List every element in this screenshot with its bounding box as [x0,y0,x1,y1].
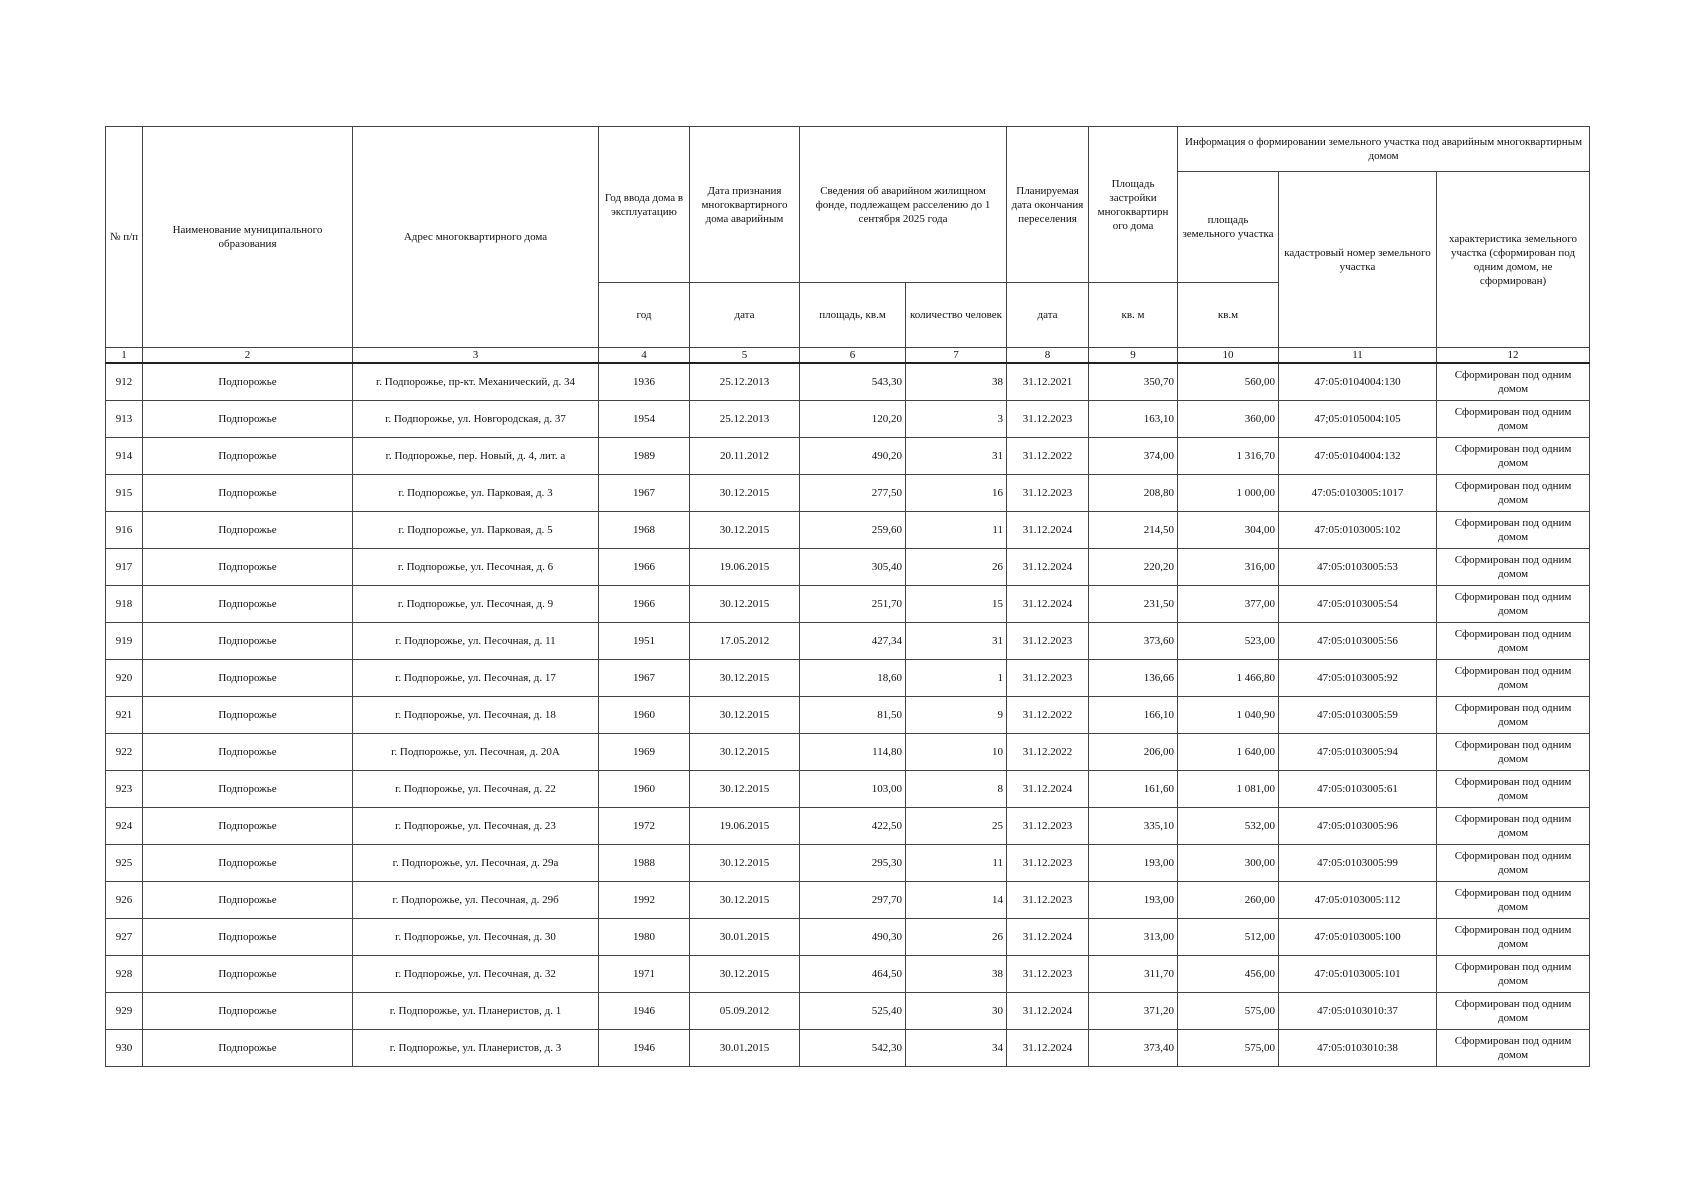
cell-land-area: 260,00 [1178,882,1279,919]
cell-people-count: 10 [906,734,1007,771]
cell-municipality: Подпорожье [143,956,353,993]
cell-building-area: 208,80 [1089,475,1178,512]
unit-land-area: кв.м [1178,283,1279,348]
cell-building-area: 313,00 [1089,919,1178,956]
cell-cadastral-number: 47:05:0103005:100 [1279,919,1437,956]
cell-row-number: 925 [106,845,143,882]
cell-land-area: 304,00 [1178,512,1279,549]
cell-address: г. Подпорожье, ул. Песочная, д. 32 [353,956,599,993]
cell-planned-date: 31.12.2022 [1007,697,1089,734]
cell-row-number: 926 [106,882,143,919]
cell-commission-year: 1967 [599,660,690,697]
header-land-plot-info: Информация о формировании земельного участка под аварийным многоквартирным домом [1178,127,1590,172]
cell-row-number: 918 [106,586,143,623]
table-row [106,512,1590,549]
column-number: 10 [1178,348,1279,364]
cell-land-status: Сформирован под одним домом [1437,363,1590,401]
table-row [106,808,1590,845]
cell-planned-date: 31.12.2023 [1007,882,1089,919]
header-commission-year: Год ввода дома в эксплуатацию [599,127,690,283]
cell-planned-date: 31.12.2023 [1007,623,1089,660]
cell-row-number: 920 [106,660,143,697]
table-row [106,438,1590,475]
header-emergency-fund: Сведения об аварийном жилищном фонде, подлежащем расселению до 1 сентября 2025 года [800,127,1007,283]
cell-land-area: 560,00 [1178,363,1279,401]
cell-municipality: Подпорожье [143,438,353,475]
cell-people-count: 26 [906,549,1007,586]
table-row [106,586,1590,623]
cell-row-number: 929 [106,993,143,1030]
table-row [106,734,1590,771]
unit-area: площадь, кв.м [800,283,906,348]
cell-cadastral-number: 47:05:0103005:94 [1279,734,1437,771]
cell-cadastral-number: 47:05:0103005:59 [1279,697,1437,734]
cell-address: г. Подпорожье, ул. Песочная, д. 30 [353,919,599,956]
cell-building-area: 371,20 [1089,993,1178,1030]
cell-people-count: 30 [906,993,1007,1030]
cell-emergency-date: 17.05.2012 [690,623,800,660]
cell-land-area: 523,00 [1178,623,1279,660]
cell-land-area: 360,00 [1178,401,1279,438]
cell-municipality: Подпорожье [143,1030,353,1067]
cell-address: г. Подпорожье, ул. Песочная, д. 20А [353,734,599,771]
cell-row-number: 927 [106,919,143,956]
cell-address: г. Подпорожье, ул. Песочная, д. 29а [353,845,599,882]
cell-building-area: 373,40 [1089,1030,1178,1067]
column-number: 4 [599,348,690,364]
cell-emergency-area: 277,50 [800,475,906,512]
cell-cadastral-number: 47:05:0103005:56 [1279,623,1437,660]
cell-address: г. Подпорожье, ул. Песочная, д. 22 [353,771,599,808]
cell-emergency-date: 30.01.2015 [690,1030,800,1067]
cell-cadastral-number: 47:05:0103005:102 [1279,512,1437,549]
cell-land-area: 575,00 [1178,993,1279,1030]
cell-cadastral-number: 47:05:0103010:37 [1279,993,1437,1030]
cell-address: г. Подпорожье, ул. Планеристов, д. 1 [353,993,599,1030]
cell-commission-year: 1954 [599,401,690,438]
header-land-area: площадь земельного участка [1178,172,1279,283]
cell-land-status: Сформирован под одним домом [1437,549,1590,586]
cell-building-area: 220,20 [1089,549,1178,586]
cell-municipality: Подпорожье [143,808,353,845]
table-body [106,363,1590,1067]
document-sheet [105,126,1590,1067]
cell-row-number: 922 [106,734,143,771]
cell-municipality: Подпорожье [143,882,353,919]
cell-cadastral-number: 47:05:0103005:1017 [1279,475,1437,512]
cell-municipality: Подпорожье [143,771,353,808]
cell-municipality: Подпорожье [143,919,353,956]
cell-row-number: 928 [106,956,143,993]
table-row [106,882,1590,919]
cell-commission-year: 1966 [599,586,690,623]
cell-row-number: 921 [106,697,143,734]
cell-emergency-area: 490,30 [800,919,906,956]
cell-address: г. Подпорожье, ул. Новгородская, д. 37 [353,401,599,438]
cell-emergency-area: 422,50 [800,808,906,845]
cell-cadastral-number: 47:05:0103005:61 [1279,771,1437,808]
cell-address: г. Подпорожье, ул. Песочная, д. 29б [353,882,599,919]
table-row [106,771,1590,808]
cell-address: г. Подпорожье, ул. Песочная, д. 18 [353,697,599,734]
cell-people-count: 31 [906,623,1007,660]
cell-land-status: Сформирован под одним домом [1437,475,1590,512]
housing-register-table [105,126,1590,1067]
cell-row-number: 915 [106,475,143,512]
cell-land-status: Сформирован под одним домом [1437,919,1590,956]
cell-commission-year: 1968 [599,512,690,549]
cell-planned-date: 31.12.2022 [1007,438,1089,475]
cell-people-count: 14 [906,882,1007,919]
cell-building-area: 166,10 [1089,697,1178,734]
cell-planned-date: 31.12.2023 [1007,808,1089,845]
header-emergency-date: Дата признания многоквартирного дома аварийным [690,127,800,283]
cell-commission-year: 1972 [599,808,690,845]
table-row [106,956,1590,993]
cell-emergency-date: 19.06.2015 [690,808,800,845]
cell-emergency-area: 427,34 [800,623,906,660]
column-number: 12 [1437,348,1590,364]
column-number-row [106,348,1590,364]
cell-people-count: 11 [906,512,1007,549]
cell-municipality: Подпорожье [143,993,353,1030]
cell-people-count: 34 [906,1030,1007,1067]
cell-land-area: 300,00 [1178,845,1279,882]
cell-land-area: 1 000,00 [1178,475,1279,512]
cell-municipality: Подпорожье [143,512,353,549]
cell-planned-date: 31.12.2023 [1007,475,1089,512]
cell-row-number: 916 [106,512,143,549]
cell-emergency-area: 305,40 [800,549,906,586]
cell-people-count: 38 [906,363,1007,401]
header-cadastral-number: кадастровый номер земельного участка [1279,172,1437,348]
cell-people-count: 16 [906,475,1007,512]
cell-emergency-date: 25.12.2013 [690,401,800,438]
cell-emergency-date: 30.12.2015 [690,734,800,771]
cell-commission-year: 1967 [599,475,690,512]
cell-emergency-area: 525,40 [800,993,906,1030]
header-building-area: Площадь застройки многоквартирн ого дома [1089,127,1178,283]
cell-land-area: 512,00 [1178,919,1279,956]
cell-land-area: 1 316,70 [1178,438,1279,475]
column-number: 11 [1279,348,1437,364]
cell-people-count: 31 [906,438,1007,475]
cell-planned-date: 31.12.2024 [1007,1030,1089,1067]
cell-cadastral-number: 47:05:0103005:92 [1279,660,1437,697]
cell-land-area: 1 640,00 [1178,734,1279,771]
cell-emergency-area: 114,80 [800,734,906,771]
cell-building-area: 374,00 [1089,438,1178,475]
cell-commission-year: 1960 [599,697,690,734]
cell-land-status: Сформирован под одним домом [1437,586,1590,623]
cell-emergency-date: 30.01.2015 [690,919,800,956]
table-row [106,660,1590,697]
cell-address: г. Подпорожье, ул. Песочная, д. 11 [353,623,599,660]
cell-people-count: 38 [906,956,1007,993]
table-row [106,401,1590,438]
cell-people-count: 8 [906,771,1007,808]
cell-emergency-area: 464,50 [800,956,906,993]
cell-building-area: 350,70 [1089,363,1178,401]
cell-emergency-date: 30.12.2015 [690,882,800,919]
cell-people-count: 9 [906,697,1007,734]
cell-commission-year: 1969 [599,734,690,771]
cell-land-area: 1 466,80 [1178,660,1279,697]
cell-planned-date: 31.12.2023 [1007,401,1089,438]
cell-planned-date: 31.12.2024 [1007,549,1089,586]
column-number: 7 [906,348,1007,364]
cell-planned-date: 31.12.2023 [1007,956,1089,993]
cell-emergency-date: 30.12.2015 [690,512,800,549]
cell-building-area: 136,66 [1089,660,1178,697]
table-row [106,549,1590,586]
cell-row-number: 923 [106,771,143,808]
cell-municipality: Подпорожье [143,623,353,660]
table-row [106,697,1590,734]
cell-municipality: Подпорожье [143,549,353,586]
cell-planned-date: 31.12.2024 [1007,512,1089,549]
cell-emergency-area: 120,20 [800,401,906,438]
table-row [106,845,1590,882]
cell-emergency-area: 295,30 [800,845,906,882]
column-number: 8 [1007,348,1089,364]
cell-land-status: Сформирован под одним домом [1437,512,1590,549]
cell-address: г. Подпорожье, ул. Парковая, д. 5 [353,512,599,549]
cell-land-status: Сформирован под одним домом [1437,734,1590,771]
table-row [106,363,1590,401]
table-row [106,1030,1590,1067]
cell-land-status: Сформирован под одним домом [1437,697,1590,734]
cell-land-status: Сформирован под одним домом [1437,1030,1590,1067]
table-row [106,623,1590,660]
cell-land-area: 1 040,90 [1178,697,1279,734]
unit-planned-date: дата [1007,283,1089,348]
cell-planned-date: 31.12.2022 [1007,734,1089,771]
column-number: 6 [800,348,906,364]
cell-emergency-area: 542,30 [800,1030,906,1067]
cell-cadastral-number: 47:05:0103005:54 [1279,586,1437,623]
cell-emergency-area: 259,60 [800,512,906,549]
cell-land-area: 456,00 [1178,956,1279,993]
cell-address: г. Подпорожье, ул. Песочная, д. 9 [353,586,599,623]
cell-land-area: 532,00 [1178,808,1279,845]
cell-cadastral-number: 47:05:0104004:130 [1279,363,1437,401]
cell-row-number: 912 [106,363,143,401]
cell-building-area: 193,00 [1089,845,1178,882]
cell-planned-date: 31.12.2024 [1007,919,1089,956]
cell-emergency-date: 30.12.2015 [690,845,800,882]
cell-land-area: 575,00 [1178,1030,1279,1067]
cell-emergency-date: 30.12.2015 [690,771,800,808]
cell-building-area: 373,60 [1089,623,1178,660]
cell-cadastral-number: 47:05:0103005:112 [1279,882,1437,919]
unit-people: количество человек [906,283,1007,348]
cell-emergency-area: 18,60 [800,660,906,697]
cell-emergency-date: 30.12.2015 [690,956,800,993]
cell-building-area: 231,50 [1089,586,1178,623]
cell-cadastral-number: 47;05:0105004:105 [1279,401,1437,438]
cell-cadastral-number: 47:05:0103005:53 [1279,549,1437,586]
cell-address: г. Подпорожье, ул. Парковая, д. 3 [353,475,599,512]
cell-planned-date: 31.12.2024 [1007,993,1089,1030]
cell-people-count: 25 [906,808,1007,845]
cell-commission-year: 1989 [599,438,690,475]
cell-municipality: Подпорожье [143,475,353,512]
cell-commission-year: 1992 [599,882,690,919]
cell-cadastral-number: 47:05:0103005:99 [1279,845,1437,882]
cell-cadastral-number: 47:05:0103005:96 [1279,808,1437,845]
table-row [106,919,1590,956]
cell-land-status: Сформирован под одним домом [1437,660,1590,697]
cell-address: г. Подпорожье, пер. Новый, д. 4, лит. а [353,438,599,475]
unit-date: дата [690,283,800,348]
cell-address: г. Подпорожье, ул. Планеристов, д. 3 [353,1030,599,1067]
cell-land-area: 377,00 [1178,586,1279,623]
cell-emergency-date: 05.09.2012 [690,993,800,1030]
cell-emergency-date: 19.06.2015 [690,549,800,586]
cell-emergency-date: 30.12.2015 [690,586,800,623]
cell-municipality: Подпорожье [143,734,353,771]
cell-planned-date: 31.12.2024 [1007,586,1089,623]
cell-land-status: Сформирован под одним домом [1437,623,1590,660]
cell-municipality: Подпорожье [143,660,353,697]
cell-land-status: Сформирован под одним домом [1437,845,1590,882]
cell-commission-year: 1946 [599,1030,690,1067]
cell-cadastral-number: 47:05:0103005:101 [1279,956,1437,993]
cell-people-count: 3 [906,401,1007,438]
column-number: 1 [106,348,143,364]
table-row [106,993,1590,1030]
cell-emergency-area: 297,70 [800,882,906,919]
cell-emergency-area: 543,30 [800,363,906,401]
column-number: 3 [353,348,599,364]
cell-building-area: 214,50 [1089,512,1178,549]
cell-people-count: 26 [906,919,1007,956]
cell-building-area: 193,00 [1089,882,1178,919]
cell-emergency-area: 103,00 [800,771,906,808]
cell-building-area: 161,60 [1089,771,1178,808]
cell-land-status: Сформирован под одним домом [1437,808,1590,845]
cell-land-status: Сформирован под одним домом [1437,771,1590,808]
cell-building-area: 206,00 [1089,734,1178,771]
cell-land-status: Сформирован под одним домом [1437,401,1590,438]
cell-commission-year: 1988 [599,845,690,882]
cell-people-count: 11 [906,845,1007,882]
cell-address: г. Подпорожье, ул. Песочная, д. 17 [353,660,599,697]
column-number: 5 [690,348,800,364]
cell-people-count: 1 [906,660,1007,697]
cell-cadastral-number: 47:05:0104004:132 [1279,438,1437,475]
cell-commission-year: 1951 [599,623,690,660]
cell-emergency-date: 30.12.2015 [690,475,800,512]
cell-municipality: Подпорожье [143,401,353,438]
cell-building-area: 163,10 [1089,401,1178,438]
cell-planned-date: 31.12.2021 [1007,363,1089,401]
cell-emergency-area: 490,20 [800,438,906,475]
cell-cadastral-number: 47:05:0103010:38 [1279,1030,1437,1067]
unit-building-area: кв. м [1089,283,1178,348]
cell-row-number: 919 [106,623,143,660]
header-row-number: № п/п [106,127,143,348]
cell-emergency-date: 30.12.2015 [690,697,800,734]
cell-row-number: 917 [106,549,143,586]
cell-emergency-date: 25.12.2013 [690,363,800,401]
column-number: 2 [143,348,353,364]
cell-land-area: 316,00 [1178,549,1279,586]
cell-building-area: 311,70 [1089,956,1178,993]
cell-address: г. Подпорожье, ул. Песочная, д. 6 [353,549,599,586]
cell-land-status: Сформирован под одним домом [1437,438,1590,475]
cell-row-number: 924 [106,808,143,845]
cell-planned-date: 31.12.2023 [1007,660,1089,697]
header-planned-date: Планируемая дата окончания переселения [1007,127,1089,283]
column-number: 9 [1089,348,1178,364]
cell-emergency-date: 20.11.2012 [690,438,800,475]
cell-commission-year: 1936 [599,363,690,401]
cell-building-area: 335,10 [1089,808,1178,845]
cell-address: г. Подпорожье, пр-кт. Механический, д. 34 [353,363,599,401]
cell-emergency-date: 30.12.2015 [690,660,800,697]
header-land-characteristic: характеристика земельного участка (сформирован под одним домом, не сформирован) [1437,172,1590,348]
cell-municipality: Подпорожье [143,697,353,734]
cell-land-area: 1 081,00 [1178,771,1279,808]
cell-emergency-area: 81,50 [800,697,906,734]
cell-land-status: Сформирован под одним домом [1437,956,1590,993]
cell-emergency-area: 251,70 [800,586,906,623]
cell-land-status: Сформирован под одним домом [1437,882,1590,919]
cell-row-number: 913 [106,401,143,438]
cell-commission-year: 1960 [599,771,690,808]
cell-commission-year: 1971 [599,956,690,993]
header-municipality: Наименование муниципального образования [143,127,353,348]
cell-municipality: Подпорожье [143,586,353,623]
cell-commission-year: 1946 [599,993,690,1030]
table-row [106,475,1590,512]
cell-row-number: 914 [106,438,143,475]
cell-people-count: 15 [906,586,1007,623]
cell-address: г. Подпорожье, ул. Песочная, д. 23 [353,808,599,845]
cell-municipality: Подпорожье [143,845,353,882]
unit-year: год [599,283,690,348]
cell-planned-date: 31.12.2023 [1007,845,1089,882]
cell-planned-date: 31.12.2024 [1007,771,1089,808]
cell-land-status: Сформирован под одним домом [1437,993,1590,1030]
cell-row-number: 930 [106,1030,143,1067]
cell-municipality: Подпорожье [143,363,353,401]
cell-commission-year: 1966 [599,549,690,586]
cell-commission-year: 1980 [599,919,690,956]
header-address: Адрес многоквартирного дома [353,127,599,348]
